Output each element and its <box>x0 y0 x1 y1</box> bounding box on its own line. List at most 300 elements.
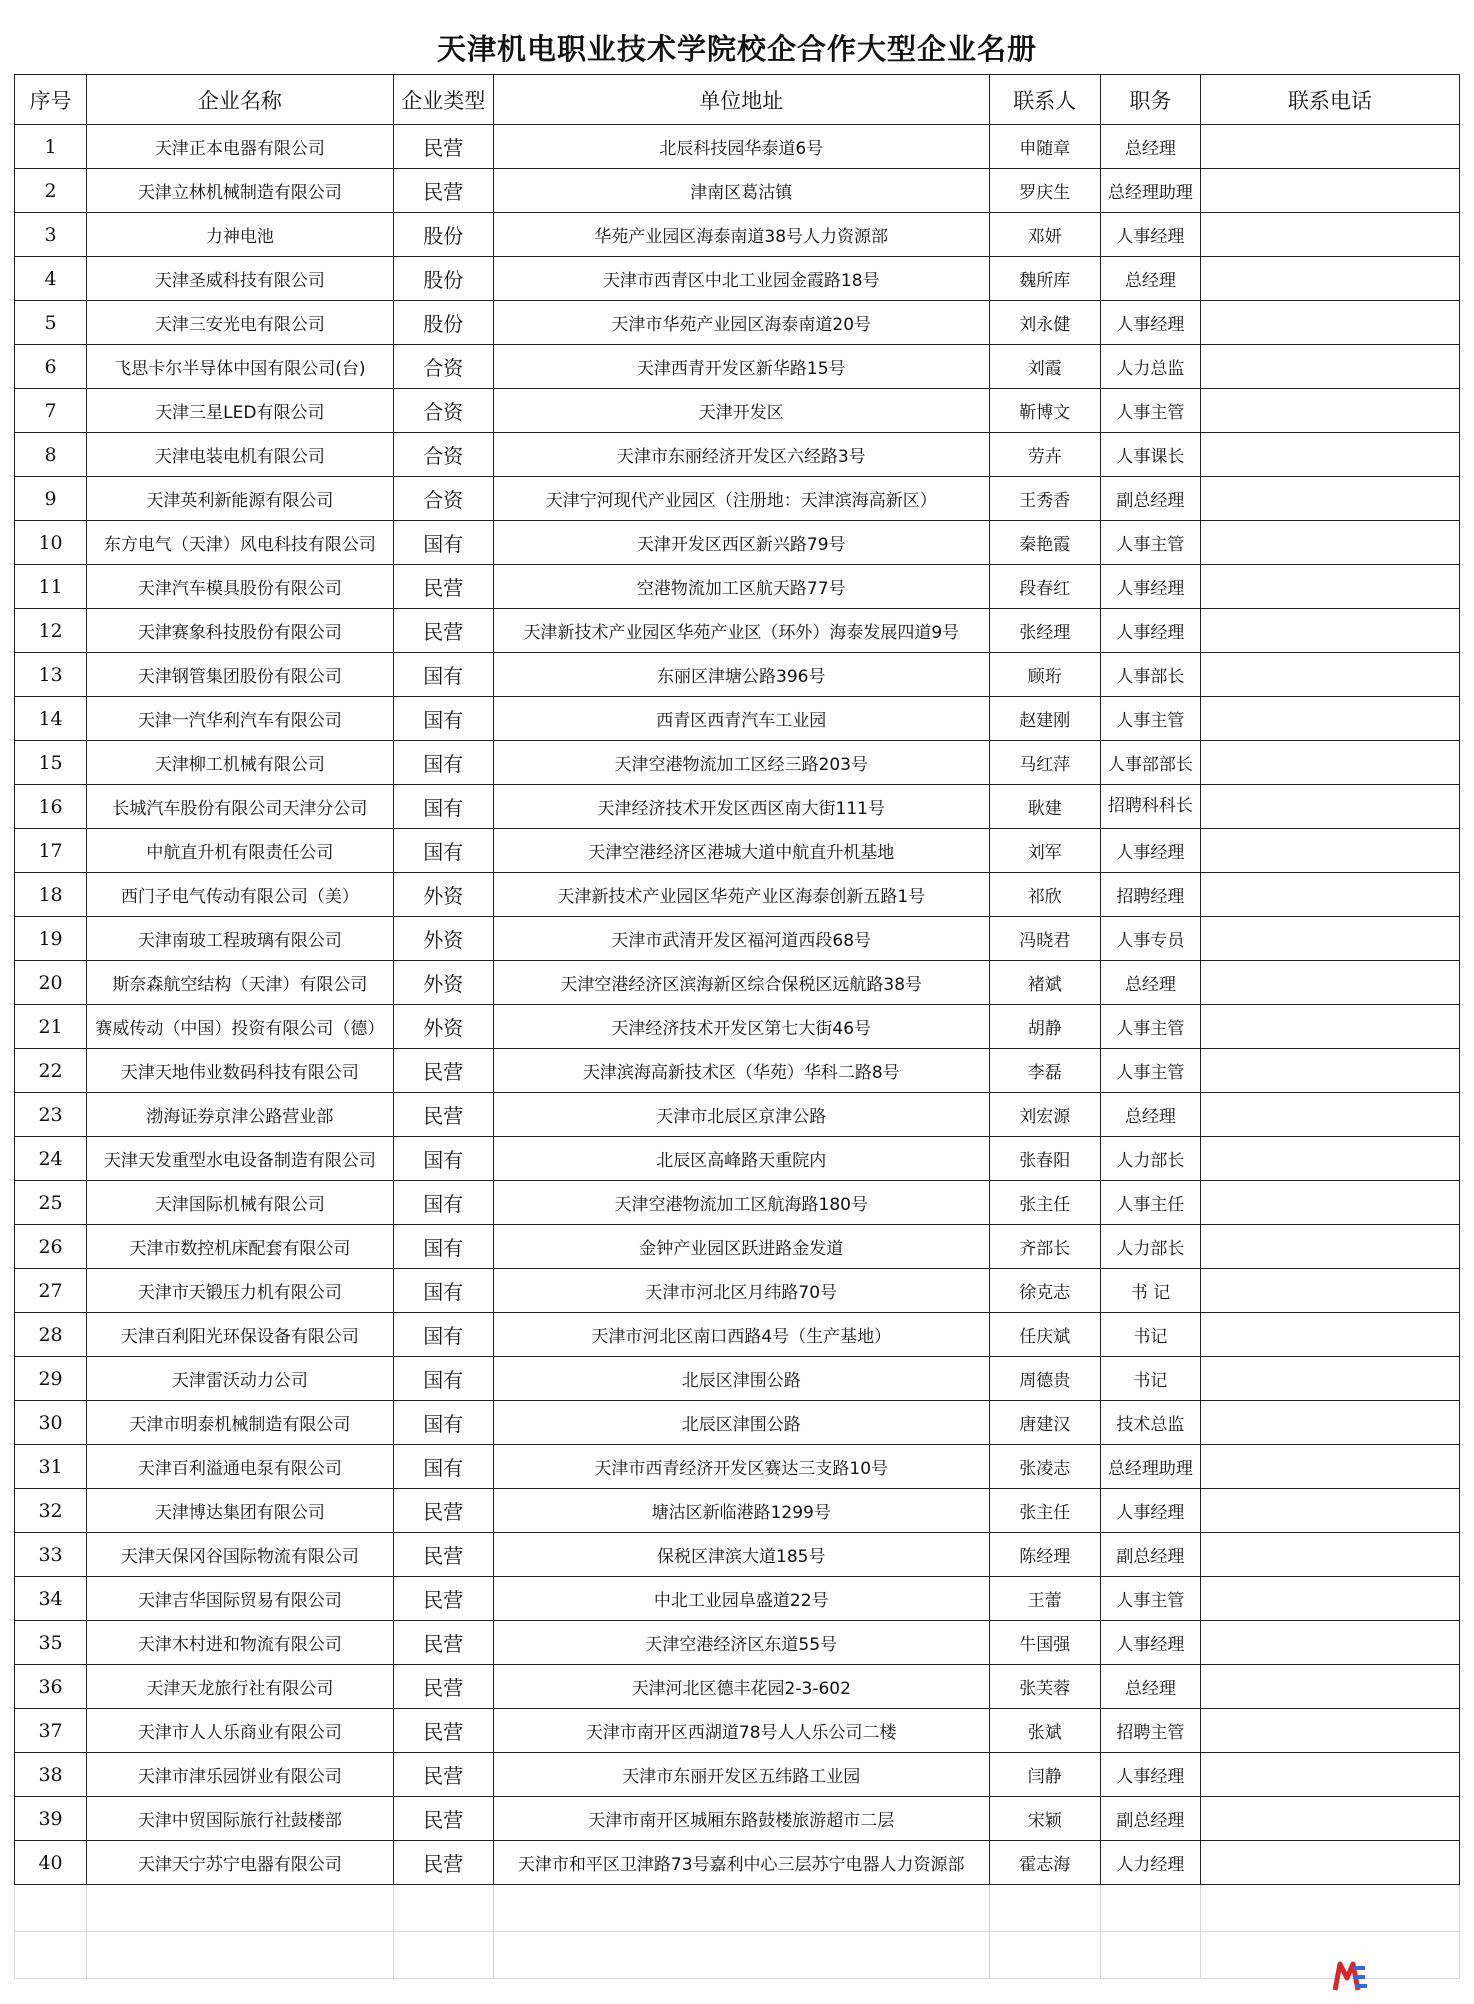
empty-cell <box>393 1885 493 1932</box>
cell-contact: 张春阳 <box>989 1137 1100 1181</box>
cell-company-name: 天津市津乐园饼业有限公司 <box>87 1753 394 1797</box>
cell-position: 人事经理 <box>1100 609 1200 653</box>
cell-company-name: 飞思卡尔半导体中国有限公司(台) <box>87 345 394 389</box>
cell-phone <box>1201 1753 1460 1797</box>
cell-contact: 秦艳霞 <box>989 521 1100 565</box>
cell-company-type: 民营 <box>393 1797 493 1841</box>
cell-phone <box>1201 1841 1460 1885</box>
cell-address: 天津新技术产业园区华苑产业区海泰创新五路1号 <box>493 873 989 917</box>
cell-address: 天津开发区西区新兴路79号 <box>493 521 989 565</box>
cell-position: 招聘经理 <box>1100 873 1200 917</box>
cell-contact: 申随章 <box>989 125 1100 169</box>
cell-company-name: 天津南玻工程玻璃有限公司 <box>87 917 394 961</box>
cell-address: 塘沽区新临港路1299号 <box>493 1489 989 1533</box>
cell-address: 天津市东丽经济开发区六经路3号 <box>493 433 989 477</box>
cell-address: 北辰区津围公路 <box>493 1401 989 1445</box>
cell-contact: 魏所库 <box>989 257 1100 301</box>
cell-contact: 周德贵 <box>989 1357 1100 1401</box>
cell-company-name: 天津天保冈谷国际物流有限公司 <box>87 1533 394 1577</box>
cell-company-name: 天津天地伟业数码科技有限公司 <box>87 1049 394 1093</box>
cell-company-name: 天津博达集团有限公司 <box>87 1489 394 1533</box>
cell-address: 中北工业园阜盛道22号 <box>493 1577 989 1621</box>
cell-contact: 刘永健 <box>989 301 1100 345</box>
cell-company-type: 民营 <box>393 1665 493 1709</box>
cell-position: 人事经理 <box>1100 1489 1200 1533</box>
cell-seq: 9 <box>15 477 87 521</box>
cell-contact: 祁欣 <box>989 873 1100 917</box>
cell-position: 人事经理 <box>1100 1621 1200 1665</box>
cell-phone <box>1201 1313 1460 1357</box>
cell-position: 人事主管 <box>1100 389 1200 433</box>
empty-cell <box>1100 1932 1200 1979</box>
cell-position: 总经理 <box>1100 257 1200 301</box>
cell-phone <box>1201 609 1460 653</box>
cell-phone <box>1201 1269 1460 1313</box>
cell-address: 北辰区高峰路天重院内 <box>493 1137 989 1181</box>
table-row <box>15 389 1460 433</box>
cell-company-name: 天津汽车模具股份有限公司 <box>87 565 394 609</box>
cell-company-name: 天津天发重型水电设备制造有限公司 <box>87 1137 394 1181</box>
cell-company-type: 民营 <box>393 1577 493 1621</box>
cell-company-type: 国有 <box>393 697 493 741</box>
cell-phone <box>1201 1049 1460 1093</box>
cell-position: 书记 <box>1100 1313 1200 1357</box>
cell-contact: 邓妍 <box>989 213 1100 257</box>
cell-seq: 29 <box>15 1357 87 1401</box>
cell-company-type: 国有 <box>393 785 493 829</box>
cell-company-type: 民营 <box>393 1533 493 1577</box>
empty-cell <box>1201 1932 1460 1979</box>
enterprise-table <box>14 74 1460 1979</box>
cell-seq: 39 <box>15 1797 87 1841</box>
cell-phone <box>1201 697 1460 741</box>
cell-position: 人事主管 <box>1100 1005 1200 1049</box>
spreadsheet-page <box>14 14 1460 1979</box>
cell-address: 天津空港经济区东道55号 <box>493 1621 989 1665</box>
cell-company-type: 外资 <box>393 873 493 917</box>
cell-contact: 徐克志 <box>989 1269 1100 1313</box>
cell-company-type: 外资 <box>393 961 493 1005</box>
cell-company-name: 天津天宁苏宁电器有限公司 <box>87 1841 394 1885</box>
cell-position: 人力经理 <box>1100 1841 1200 1885</box>
cell-phone <box>1201 917 1460 961</box>
cell-contact: 罗庆生 <box>989 169 1100 213</box>
empty-cell <box>393 1932 493 1979</box>
cell-company-name: 天津电装电机有限公司 <box>87 433 394 477</box>
cell-position: 总经理助理 <box>1100 169 1200 213</box>
cell-phone <box>1201 1577 1460 1621</box>
cell-seq: 8 <box>15 433 87 477</box>
cell-contact: 冯晓君 <box>989 917 1100 961</box>
cell-seq: 11 <box>15 565 87 609</box>
cell-phone <box>1201 653 1460 697</box>
table-row <box>15 213 1460 257</box>
cell-contact: 王秀香 <box>989 477 1100 521</box>
cell-address: 天津市河北区月纬路70号 <box>493 1269 989 1313</box>
cell-contact: 靳博文 <box>989 389 1100 433</box>
cell-contact: 张主任 <box>989 1181 1100 1225</box>
cell-phone <box>1201 389 1460 433</box>
cell-phone <box>1201 125 1460 169</box>
cell-address: 东丽区津塘公路396号 <box>493 653 989 697</box>
table-row <box>15 1313 1460 1357</box>
cell-phone <box>1201 741 1460 785</box>
cell-company-type: 民营 <box>393 169 493 213</box>
cell-contact: 刘霞 <box>989 345 1100 389</box>
cell-company-name: 天津百利溢通电泵有限公司 <box>87 1445 394 1489</box>
cell-address: 天津新技术产业园区华苑产业区（环外）海泰发展四道9号 <box>493 609 989 653</box>
cell-phone <box>1201 829 1460 873</box>
cell-company-type: 股份 <box>393 301 493 345</box>
empty-cell <box>493 1932 989 1979</box>
cell-phone <box>1201 301 1460 345</box>
cell-address: 西青区西青汽车工业园 <box>493 697 989 741</box>
cell-position: 人事主管 <box>1100 697 1200 741</box>
cell-position: 人事课长 <box>1100 433 1200 477</box>
table-row <box>15 1709 1460 1753</box>
table-row <box>15 1137 1460 1181</box>
cell-seq: 1 <box>15 125 87 169</box>
cell-contact: 任庆斌 <box>989 1313 1100 1357</box>
cell-phone <box>1201 1181 1460 1225</box>
cell-company-type: 国有 <box>393 653 493 697</box>
cell-position: 人事经理 <box>1100 213 1200 257</box>
empty-cell <box>493 1885 989 1932</box>
cell-contact: 闫静 <box>989 1753 1100 1797</box>
cell-company-type: 合资 <box>393 433 493 477</box>
cell-seq: 20 <box>15 961 87 1005</box>
cell-phone <box>1201 1533 1460 1577</box>
cell-phone <box>1201 565 1460 609</box>
cell-address: 天津开发区 <box>493 389 989 433</box>
cell-contact: 李磊 <box>989 1049 1100 1093</box>
table-row <box>15 917 1460 961</box>
table-row <box>15 1489 1460 1533</box>
cell-seq: 24 <box>15 1137 87 1181</box>
table-row <box>15 1445 1460 1489</box>
cell-address: 保税区津滨大道185号 <box>493 1533 989 1577</box>
cell-contact: 唐建汉 <box>989 1401 1100 1445</box>
cell-seq: 4 <box>15 257 87 301</box>
table-row <box>15 1401 1460 1445</box>
table-row <box>15 1797 1460 1841</box>
cell-company-type: 国有 <box>393 1401 493 1445</box>
cell-position: 人事主任 <box>1100 1181 1200 1225</box>
cell-address: 天津市西青经济开发区赛达三支路10号 <box>493 1445 989 1489</box>
cell-phone <box>1201 873 1460 917</box>
cell-company-type: 民营 <box>393 1489 493 1533</box>
cell-company-type: 民营 <box>393 565 493 609</box>
cell-seq: 40 <box>15 1841 87 1885</box>
cell-position: 技术总监 <box>1100 1401 1200 1445</box>
empty-cell <box>87 1885 394 1932</box>
cell-contact: 赵建刚 <box>989 697 1100 741</box>
cell-position: 人事部长 <box>1100 653 1200 697</box>
cell-company-type: 国有 <box>393 1313 493 1357</box>
cell-company-name: 长城汽车股份有限公司天津分公司 <box>87 785 394 829</box>
table-row <box>15 565 1460 609</box>
cell-company-type: 外资 <box>393 917 493 961</box>
table-row <box>15 125 1460 169</box>
empty-cell <box>15 1932 87 1979</box>
table-row <box>15 257 1460 301</box>
table-row <box>15 741 1460 785</box>
cell-phone <box>1201 1665 1460 1709</box>
cell-address: 天津市西青区中北工业园金霞路18号 <box>493 257 989 301</box>
cell-address: 天津河北区德丰花园2-3-602 <box>493 1665 989 1709</box>
cell-phone <box>1201 785 1460 829</box>
cell-company-name: 天津赛象科技股份有限公司 <box>87 609 394 653</box>
table-row <box>15 433 1460 477</box>
cell-position: 副总经理 <box>1100 1797 1200 1841</box>
cell-contact: 张斌 <box>989 1709 1100 1753</box>
cell-position: 总经理 <box>1100 1093 1200 1137</box>
table-row <box>15 1577 1460 1621</box>
cell-seq: 6 <box>15 345 87 389</box>
cell-address: 天津市和平区卫津路73号嘉利中心三层苏宁电器人力资源部 <box>493 1841 989 1885</box>
cell-seq: 22 <box>15 1049 87 1093</box>
table-row <box>15 1753 1460 1797</box>
cell-phone <box>1201 1005 1460 1049</box>
cell-seq: 21 <box>15 1005 87 1049</box>
header-company-type: 企业类型 <box>393 75 493 125</box>
cell-position: 招聘主管 <box>1100 1709 1200 1753</box>
cell-company-type: 民营 <box>393 1621 493 1665</box>
cell-seq: 28 <box>15 1313 87 1357</box>
cell-position: 人力总监 <box>1100 345 1200 389</box>
cell-seq: 33 <box>15 1533 87 1577</box>
cell-contact: 马红萍 <box>989 741 1100 785</box>
cell-address: 空港物流加工区航天路77号 <box>493 565 989 609</box>
cell-company-name: 中航直升机有限责任公司 <box>87 829 394 873</box>
cell-seq: 26 <box>15 1225 87 1269</box>
cell-company-type: 民营 <box>393 125 493 169</box>
header-address: 单位地址 <box>493 75 989 125</box>
cell-company-name: 天津圣威科技有限公司 <box>87 257 394 301</box>
empty-cell <box>1100 1885 1200 1932</box>
cell-company-name: 天津市人人乐商业有限公司 <box>87 1709 394 1753</box>
cell-phone <box>1201 1445 1460 1489</box>
cell-contact: 褚斌 <box>989 961 1100 1005</box>
cell-address: 天津市南开区城厢东路鼓楼旅游超市二层 <box>493 1797 989 1841</box>
cell-address: 天津空港经济区滨海新区综合保税区远航路38号 <box>493 961 989 1005</box>
cell-contact: 张芙蓉 <box>989 1665 1100 1709</box>
cell-address: 北辰区津围公路 <box>493 1357 989 1401</box>
empty-row <box>15 1885 1460 1932</box>
table-row <box>15 609 1460 653</box>
cell-contact: 刘军 <box>989 829 1100 873</box>
cell-contact: 陈经理 <box>989 1533 1100 1577</box>
cell-company-name: 天津柳工机械有限公司 <box>87 741 394 785</box>
cell-seq: 23 <box>15 1093 87 1137</box>
cell-position: 人事主管 <box>1100 1577 1200 1621</box>
cell-contact: 宋颖 <box>989 1797 1100 1841</box>
cell-contact: 耿建 <box>989 785 1100 829</box>
cell-position: 人事主管 <box>1100 1049 1200 1093</box>
cell-address: 天津市东丽开发区五纬路工业园 <box>493 1753 989 1797</box>
table-row <box>15 521 1460 565</box>
cell-contact: 张主任 <box>989 1489 1100 1533</box>
cell-phone <box>1201 1401 1460 1445</box>
empty-cell <box>15 1885 87 1932</box>
cell-contact: 张经理 <box>989 609 1100 653</box>
empty-row <box>15 1932 1460 1979</box>
empty-cell <box>1201 1885 1460 1932</box>
cell-seq: 18 <box>15 873 87 917</box>
cell-position: 招聘科科长 <box>1100 785 1200 829</box>
cell-company-type: 国有 <box>393 1181 493 1225</box>
document-title: 天津机电职业技术学院校企合作大型企业名册 <box>436 32 1037 66</box>
table-row <box>15 1665 1460 1709</box>
cell-company-name: 天津正本电器有限公司 <box>87 125 394 169</box>
cell-address: 华苑产业园区海泰南道38号人力资源部 <box>493 213 989 257</box>
cell-phone <box>1201 1797 1460 1841</box>
empty-cell <box>87 1932 394 1979</box>
cell-contact: 王蕾 <box>989 1577 1100 1621</box>
cell-address: 天津空港经济区港城大道中航直升机基地 <box>493 829 989 873</box>
cell-contact: 胡静 <box>989 1005 1100 1049</box>
cell-company-type: 国有 <box>393 1357 493 1401</box>
table-row <box>15 1841 1460 1885</box>
cell-company-name: 天津中贸国际旅行社鼓楼部 <box>87 1797 394 1841</box>
cell-company-name: 天津三星LED有限公司 <box>87 389 394 433</box>
cell-position: 人力部长 <box>1100 1137 1200 1181</box>
header-seq: 序号 <box>15 75 87 125</box>
cell-address: 金钟产业园区跃进路金发道 <box>493 1225 989 1269</box>
cell-address: 天津空港物流加工区经三路203号 <box>493 741 989 785</box>
cell-seq: 3 <box>15 213 87 257</box>
cell-seq: 32 <box>15 1489 87 1533</box>
cell-seq: 17 <box>15 829 87 873</box>
cell-seq: 14 <box>15 697 87 741</box>
table-row <box>15 873 1460 917</box>
cell-contact: 牛国强 <box>989 1621 1100 1665</box>
cell-seq: 30 <box>15 1401 87 1445</box>
wps-logo-icon <box>1332 1960 1374 1992</box>
header-phone: 联系电话 <box>1201 75 1460 125</box>
cell-company-type: 国有 <box>393 1445 493 1489</box>
cell-position: 副总经理 <box>1100 1533 1200 1577</box>
cell-company-name: 天津英利新能源有限公司 <box>87 477 394 521</box>
cell-seq: 37 <box>15 1709 87 1753</box>
cell-seq: 10 <box>15 521 87 565</box>
cell-company-type: 股份 <box>393 257 493 301</box>
cell-company-type: 国有 <box>393 521 493 565</box>
cell-company-type: 合资 <box>393 345 493 389</box>
cell-phone <box>1201 345 1460 389</box>
cell-phone <box>1201 169 1460 213</box>
cell-address: 天津市武清开发区福河道西段68号 <box>493 917 989 961</box>
header-company-name: 企业名称 <box>87 75 394 125</box>
cell-seq: 12 <box>15 609 87 653</box>
cell-contact: 劳卉 <box>989 433 1100 477</box>
cell-company-name: 力神电池 <box>87 213 394 257</box>
cell-address: 天津市华苑产业园区海泰南道20号 <box>493 301 989 345</box>
cell-position: 人事部部长 <box>1100 741 1200 785</box>
cell-company-name: 东方电气（天津）风电科技有限公司 <box>87 521 394 565</box>
cell-company-type: 民营 <box>393 1753 493 1797</box>
cell-company-name: 天津市天锻压力机有限公司 <box>87 1269 394 1313</box>
cell-position: 人力部长 <box>1100 1225 1200 1269</box>
cell-phone <box>1201 961 1460 1005</box>
cell-company-type: 民营 <box>393 1093 493 1137</box>
cell-company-type: 民营 <box>393 1841 493 1885</box>
cell-phone <box>1201 1357 1460 1401</box>
cell-company-name: 天津钢管集团股份有限公司 <box>87 653 394 697</box>
cell-seq: 38 <box>15 1753 87 1797</box>
cell-contact: 段春红 <box>989 565 1100 609</box>
table-row <box>15 477 1460 521</box>
cell-seq: 34 <box>15 1577 87 1621</box>
cell-address: 天津市南开区西湖道78号人人乐公司二楼 <box>493 1709 989 1753</box>
cell-seq: 27 <box>15 1269 87 1313</box>
cell-company-type: 合资 <box>393 389 493 433</box>
table-row <box>15 1357 1460 1401</box>
cell-address: 北辰科技园华泰道6号 <box>493 125 989 169</box>
cell-company-name: 天津一汽华利汽车有限公司 <box>87 697 394 741</box>
cell-position: 书记 <box>1100 1357 1200 1401</box>
header-position: 职务 <box>1100 75 1200 125</box>
cell-seq: 31 <box>15 1445 87 1489</box>
table-row <box>15 653 1460 697</box>
cell-address: 天津滨海高新技术区（华苑）华科二路8号 <box>493 1049 989 1093</box>
table-row <box>15 697 1460 741</box>
empty-cell <box>989 1885 1100 1932</box>
cell-seq: 13 <box>15 653 87 697</box>
cell-company-type: 股份 <box>393 213 493 257</box>
cell-company-name: 赛威传动（中国）投资有限公司（德） <box>87 1005 394 1049</box>
cell-position: 副总经理 <box>1100 477 1200 521</box>
table-row <box>15 1181 1460 1225</box>
cell-position: 人事经理 <box>1100 829 1200 873</box>
cell-company-type: 国有 <box>393 829 493 873</box>
table-row <box>15 1005 1460 1049</box>
table-row <box>15 345 1460 389</box>
cell-phone <box>1201 1709 1460 1753</box>
cell-company-type: 民营 <box>393 1709 493 1753</box>
cell-seq: 5 <box>15 301 87 345</box>
table-row <box>15 961 1460 1005</box>
table-row <box>15 169 1460 213</box>
cell-contact: 刘宏源 <box>989 1093 1100 1137</box>
cell-position: 总经理 <box>1100 961 1200 1005</box>
cell-seq: 25 <box>15 1181 87 1225</box>
cell-seq: 7 <box>15 389 87 433</box>
cell-phone <box>1201 257 1460 301</box>
cell-address: 津南区葛沽镇 <box>493 169 989 213</box>
table-row <box>15 1049 1460 1093</box>
cell-position: 总经理 <box>1100 125 1200 169</box>
cell-company-type: 国有 <box>393 1225 493 1269</box>
cell-company-name: 天津百利阳光环保设备有限公司 <box>87 1313 394 1357</box>
cell-seq: 2 <box>15 169 87 213</box>
cell-address: 天津市河北区南口西路4号（生产基地） <box>493 1313 989 1357</box>
cell-phone <box>1201 477 1460 521</box>
cell-seq: 15 <box>15 741 87 785</box>
table-row <box>15 301 1460 345</box>
cell-position: 人事经理 <box>1100 565 1200 609</box>
table-row <box>15 1621 1460 1665</box>
cell-company-type: 民营 <box>393 609 493 653</box>
cell-address: 天津经济技术开发区第七大街46号 <box>493 1005 989 1049</box>
cell-company-name: 天津立林机械制造有限公司 <box>87 169 394 213</box>
table-row <box>15 829 1460 873</box>
cell-company-name: 天津吉华国际贸易有限公司 <box>87 1577 394 1621</box>
cell-address: 天津经济技术开发区西区南大街111号 <box>493 785 989 829</box>
cell-seq: 19 <box>15 917 87 961</box>
table-row <box>15 1533 1460 1577</box>
cell-phone <box>1201 1621 1460 1665</box>
